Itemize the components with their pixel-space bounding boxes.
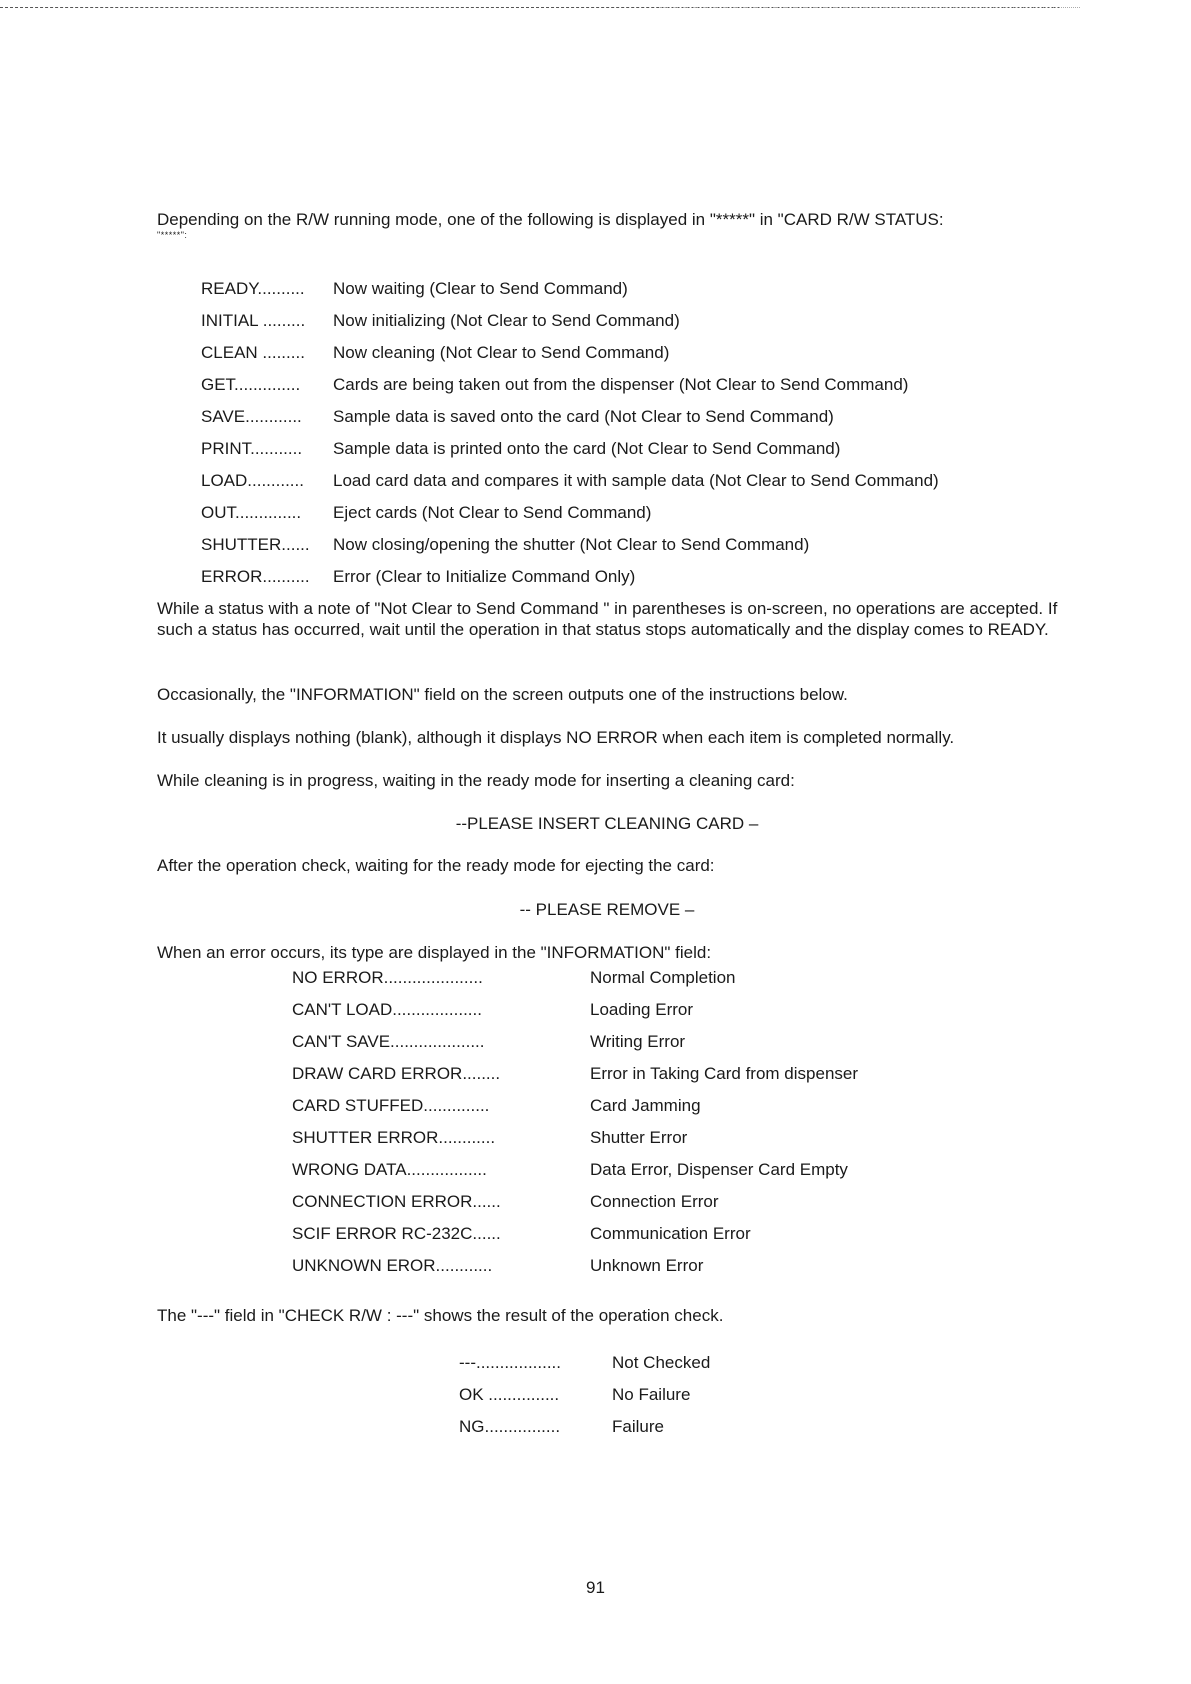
status-desc: Sample data is saved onto the card (Not Clear to Send Command) — [333, 407, 834, 426]
error-desc: Shutter Error — [590, 1128, 688, 1147]
error-desc: Card Jamming — [590, 1096, 701, 1115]
error-desc: Communication Error — [590, 1224, 751, 1243]
status-desc: Load card data and compares it with sample data (Not Clear to Send Command) — [333, 471, 939, 490]
cleaning-message: --PLEASE INSERT CLEANING CARD – — [455, 814, 759, 833]
error-key: DRAW CARD ERROR........ — [292, 1064, 501, 1083]
error-key: WRONG DATA................. — [292, 1160, 487, 1179]
error-desc: Loading Error — [590, 1000, 694, 1019]
status-desc: Now initializing (Not Clear to Send Command) — [333, 311, 680, 330]
usually-blank-note: It usually displays nothing (blank), although it displays NO ERROR when each item is completed normally. — [157, 728, 955, 747]
error-desc: Data Error, Dispenser Card Empty — [590, 1160, 848, 1179]
remove-message: -- PLEASE REMOVE – — [519, 900, 695, 919]
not-clear-note: While a status with a note of "Not Clear to Send Command " in parentheses is on-screen, no operations are accepted. If such a status has occurred, wait until the operation in that status stops automatically and the display comes to READY. — [157, 599, 1058, 639]
intro-paragraph: Depending on the R/W running mode, one of the following is displayed in "*****" in "CARD R/W STATUS: — [157, 210, 944, 229]
check-key: NG................ — [459, 1417, 561, 1436]
error-key: CARD STUFFED.............. — [292, 1096, 490, 1115]
status-desc: Now waiting (Clear to Send Command) — [333, 279, 628, 298]
error-key: NO ERROR..................... — [292, 968, 483, 987]
error-key: CAN'T LOAD................... — [292, 1000, 482, 1019]
status-desc: Eject cards (Not Clear to Send Command) — [333, 503, 652, 522]
error-key: SCIF ERROR RC-232C...... — [292, 1224, 501, 1243]
top-rule-faint — [660, 7, 1080, 8]
status-desc: Now closing/opening the shutter (Not Clear to Send Command) — [333, 535, 810, 554]
check-desc: Failure — [612, 1417, 664, 1436]
status-key: INITIAL ......... — [201, 311, 306, 330]
error-desc: Unknown Error — [590, 1256, 704, 1275]
information-intro: Occasionally, the "INFORMATION" field on the screen outputs one of the instructions below. — [157, 685, 848, 704]
status-key: OUT.............. — [201, 503, 302, 522]
status-key: PRINT........... — [201, 439, 303, 458]
error-key: SHUTTER ERROR............ — [292, 1128, 496, 1147]
check-key: OK ............... — [459, 1385, 560, 1404]
status-key: READY.......... — [201, 279, 305, 298]
status-key: SAVE............ — [201, 407, 302, 426]
check-desc: No Failure — [612, 1385, 691, 1404]
status-desc: Sample data is printed onto the card (Not Clear to Send Command) — [333, 439, 841, 458]
after-check-note: After the operation check, waiting for the ready mode for ejecting the card: — [157, 856, 715, 875]
error-key: UNKNOWN EROR............ — [292, 1256, 493, 1275]
error-intro: When an error occurs, its type are displayed in the "INFORMATION" field: — [157, 943, 712, 962]
error-desc: Connection Error — [590, 1192, 719, 1211]
status-key: SHUTTER...... — [201, 535, 310, 554]
check-desc: Not Checked — [612, 1353, 711, 1372]
error-key: CAN'T SAVE.................... — [292, 1032, 485, 1051]
status-key: ERROR.......... — [201, 567, 310, 586]
status-key: LOAD............ — [201, 471, 304, 490]
check-intro: The "---" field in "CHECK R/W : ---" shows the result of the operation check. — [157, 1306, 724, 1325]
intro-continuation: "*****": — [157, 230, 188, 240]
check-key: ---.................. — [459, 1353, 561, 1372]
cleaning-note: While cleaning is in progress, waiting in the ready mode for inserting a cleaning card: — [157, 771, 795, 790]
status-desc: Error (Clear to Initialize Command Only) — [333, 567, 636, 586]
status-desc: Now cleaning (Not Clear to Send Command) — [333, 343, 670, 362]
status-key: GET.............. — [201, 375, 301, 394]
error-desc: Writing Error — [590, 1032, 686, 1051]
status-key: CLEAN ......... — [201, 343, 305, 362]
page-number: 91 — [586, 1578, 605, 1597]
error-key: CONNECTION ERROR...... — [292, 1192, 501, 1211]
error-desc: Normal Completion — [590, 968, 736, 987]
status-desc: Cards are being taken out from the dispenser (Not Clear to Send Command) — [333, 375, 909, 394]
error-desc: Error in Taking Card from dispenser — [590, 1064, 859, 1083]
